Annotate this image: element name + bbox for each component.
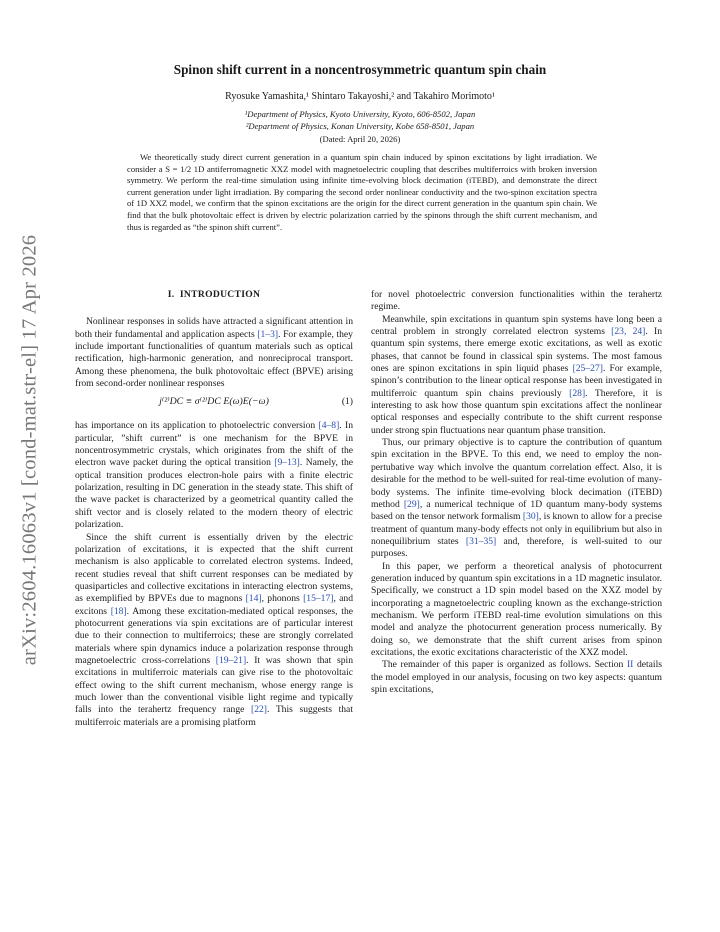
abstract: We theoretically study direct current generation in a quantum spin chain induced by spinon excitations by light irradiation. We consider a S = 1/2 1D antiferromagnetic XXZ model with magnetoelectric coupling that describes multiferroics with broken inversion symmetry. We perform the real-time simulation using infinite time-evolving block decimation (iTEBD), and demonstrate the direct current generation under light irradiation. By comparing the second order nonlinear conductivity and the two-spinon excitation spectra of 1D XXZ model, we confirm that the spinon excitations are the origin for the direct current generation in the quantum spin chain. We find that the bulk photovoltaic effect is driven by electric polarization carried by the spinons through the shift current mechanism, and thus is regarded as “the spinon shift current”. xyxy=(127,152,597,232)
paragraph: Meanwhile, spin excitations in quantum spin systems have long been a central problem in strongly correlated electron systems [23, 24]. In quantum spin systems, there emerge exotic excitations, as well as exotic phases, that cannot be found in classical spin systems. The most famous ones are spinon excitations in spin liquid phases [25–27]. For example, spinon’s contribution to the linear optical response has been investigated in multiferroic quantum spin chains previously [28]. Therefore, it is interesting to ask how those quantum spin excitations affect the nonlinear optical responses and especially contribute to the shift current response under strong spin fluctuations near quantum phase transition. xyxy=(371,313,662,436)
section-title: INTRODUCTION xyxy=(179,289,261,300)
author-list: Ryosuke Yamashita,¹ Shintaro Takayoshi,² and Takahiro Morimoto¹ xyxy=(225,91,495,102)
paragraph: The remainder of this paper is organized as follows. Section II details the model employed in our analysis, focusing on two key aspects: quantum spin excitations, xyxy=(371,659,662,695)
date-line: (Dated: April 20, 2026) xyxy=(319,134,401,144)
citation-link[interactable]: [14] xyxy=(245,593,262,605)
equation-body: j⁽²⁾DC ≡ σ⁽²⁾DC E(ω)E(−ω) xyxy=(159,396,269,408)
citation-link[interactable]: [23, 24] xyxy=(611,326,646,338)
left-column xyxy=(75,289,353,729)
paragraph: has importance on its application to photoelectric conversion [4–8]. In particular, ”shift current” is one mechanism for the BPVE in noncentrosymmetric crystals, which originates from the shift of the electron wave packet during the optical transition [9–13]. Namely, the optical transition produces electron-hole pairs with a finite electric polarization, resulting in DC generation in the steady state. This shift of the wave packet is characterized by a geometrical quantity called the shift vector and is closely related to the modern theory of electric polarization. xyxy=(75,420,354,531)
paragraph: In this paper, we perform a theoretical analysis of photocurrent generation induced by quantum spin excitations in a 1D magnetic insulator. Specifically, we construct a 1D spin model based on the XXZ model by incorporating a magnetoelectric coupling known as the exchange-striction mechanism. We perform iTEBD real-time evolution simulations on this model and analyze the photocurrent generation process numerically. By doing so, we demonstrate that the shift current arises from spinon excitations, the exotic excitations characteristic of the XXZ model. xyxy=(371,560,662,658)
citation-link[interactable]: [9–13] xyxy=(274,457,300,469)
paragraph: Nonlinear responses in solids have attracted a significant attention in both their fundamental and application aspects [1–3]. For example, they include important functionalities of quantum materials such as optical rectification, high-harmonic generation, and nonreciprocal transport. Among these phenomena, the bulk photovoltaic effect (BPVE) arising from second-order nonlinear responses xyxy=(75,316,353,390)
citation-link[interactable]: [15–17] xyxy=(303,593,334,605)
affiliation-konan: ²Department of Physics, Konan University, Kobe 658-8501, Japan xyxy=(245,121,475,131)
citation-link[interactable]: [22] xyxy=(251,704,267,716)
affiliation-kyoto: ¹Department of Physics, Kyoto University, Kyoto, 606-8502, Japan xyxy=(244,109,476,119)
citation-link[interactable]: [4–8] xyxy=(318,420,340,432)
citation-link[interactable]: [29] xyxy=(403,498,420,510)
citation-link[interactable]: [31–35] xyxy=(465,535,497,547)
section-number: I. xyxy=(167,289,175,300)
paragraph: Thus, our primary objective is to capture the contribution of quantum spin excitation in the BPVE. To this end, we need to employ the non-pertubative way which involve the quantum correlation effect. Also, it is desirable for the method to be well-suited for real-time evolution of many-body systems. The infinite time-evolving block decimation (iTEBD) method [29], a numerical technique of 1D quantum many-body systems based on the tensor network formalism [30], is known to allow for a precise treatment of quantum many-body effects not only in equilibrium but also in nonequilibrium states [31–35] and, therefore, is well-suited to our purposes. xyxy=(371,437,662,560)
citation-link[interactable]: [18] xyxy=(110,605,127,617)
right-column xyxy=(371,289,662,696)
section-reference-link[interactable]: II xyxy=(626,659,634,671)
arxiv-identifier-sidebar xyxy=(10,215,50,685)
citation-link[interactable]: [30] xyxy=(522,511,539,523)
paragraph: for novel photoelectric conversion functionalities within the terahertz regime. xyxy=(371,289,662,313)
paper-title: Spinon shift current in a noncentrosymmetric quantum spin chain xyxy=(173,62,547,77)
paragraph: Since the shift current is essentially driven by the electric polarization of excitations, it is expected that the shift current mechanism is also applicable to correlated electron systems. Indeed, recent studies reveal that shift current responses can be mediated by quasiparticles and collective excitations in interacting electron systems, as exemplified by BPVEs due to magnons [14], phonons [15–17], and excitons [18]. Among these excitation-mediated optical responses, the photocurrent generations via spin excitations are of particular interest due to their connection to multiferroics; these are strongly correlated materials where spin dynamics induce a polarization response through magnetoelectric cross-correlations [19–21]. It was shown that spin excitations in multiferroic materials can give rise to the photovoltaic effect owing to the shift current mechanism, whose energy range is much lower than the conventional visible light regime and typically falls into the terahertz frequency range [22]. This suggests that multiferroic materials are a promising platform xyxy=(75,531,353,728)
citation-link[interactable]: [19–21] xyxy=(215,654,247,666)
citation-link[interactable]: [25–27] xyxy=(572,363,603,375)
arxiv-identifier[interactable]: arXiv:2604.16063v1 [cond-mat.str-el] 17 Apr 2026 xyxy=(18,234,41,666)
citation-link[interactable]: [28] xyxy=(569,387,586,399)
equation-1 xyxy=(75,396,353,412)
equation-number: (1) xyxy=(341,396,353,408)
citation-link[interactable]: [1–3] xyxy=(257,328,279,340)
section-heading xyxy=(75,289,353,301)
